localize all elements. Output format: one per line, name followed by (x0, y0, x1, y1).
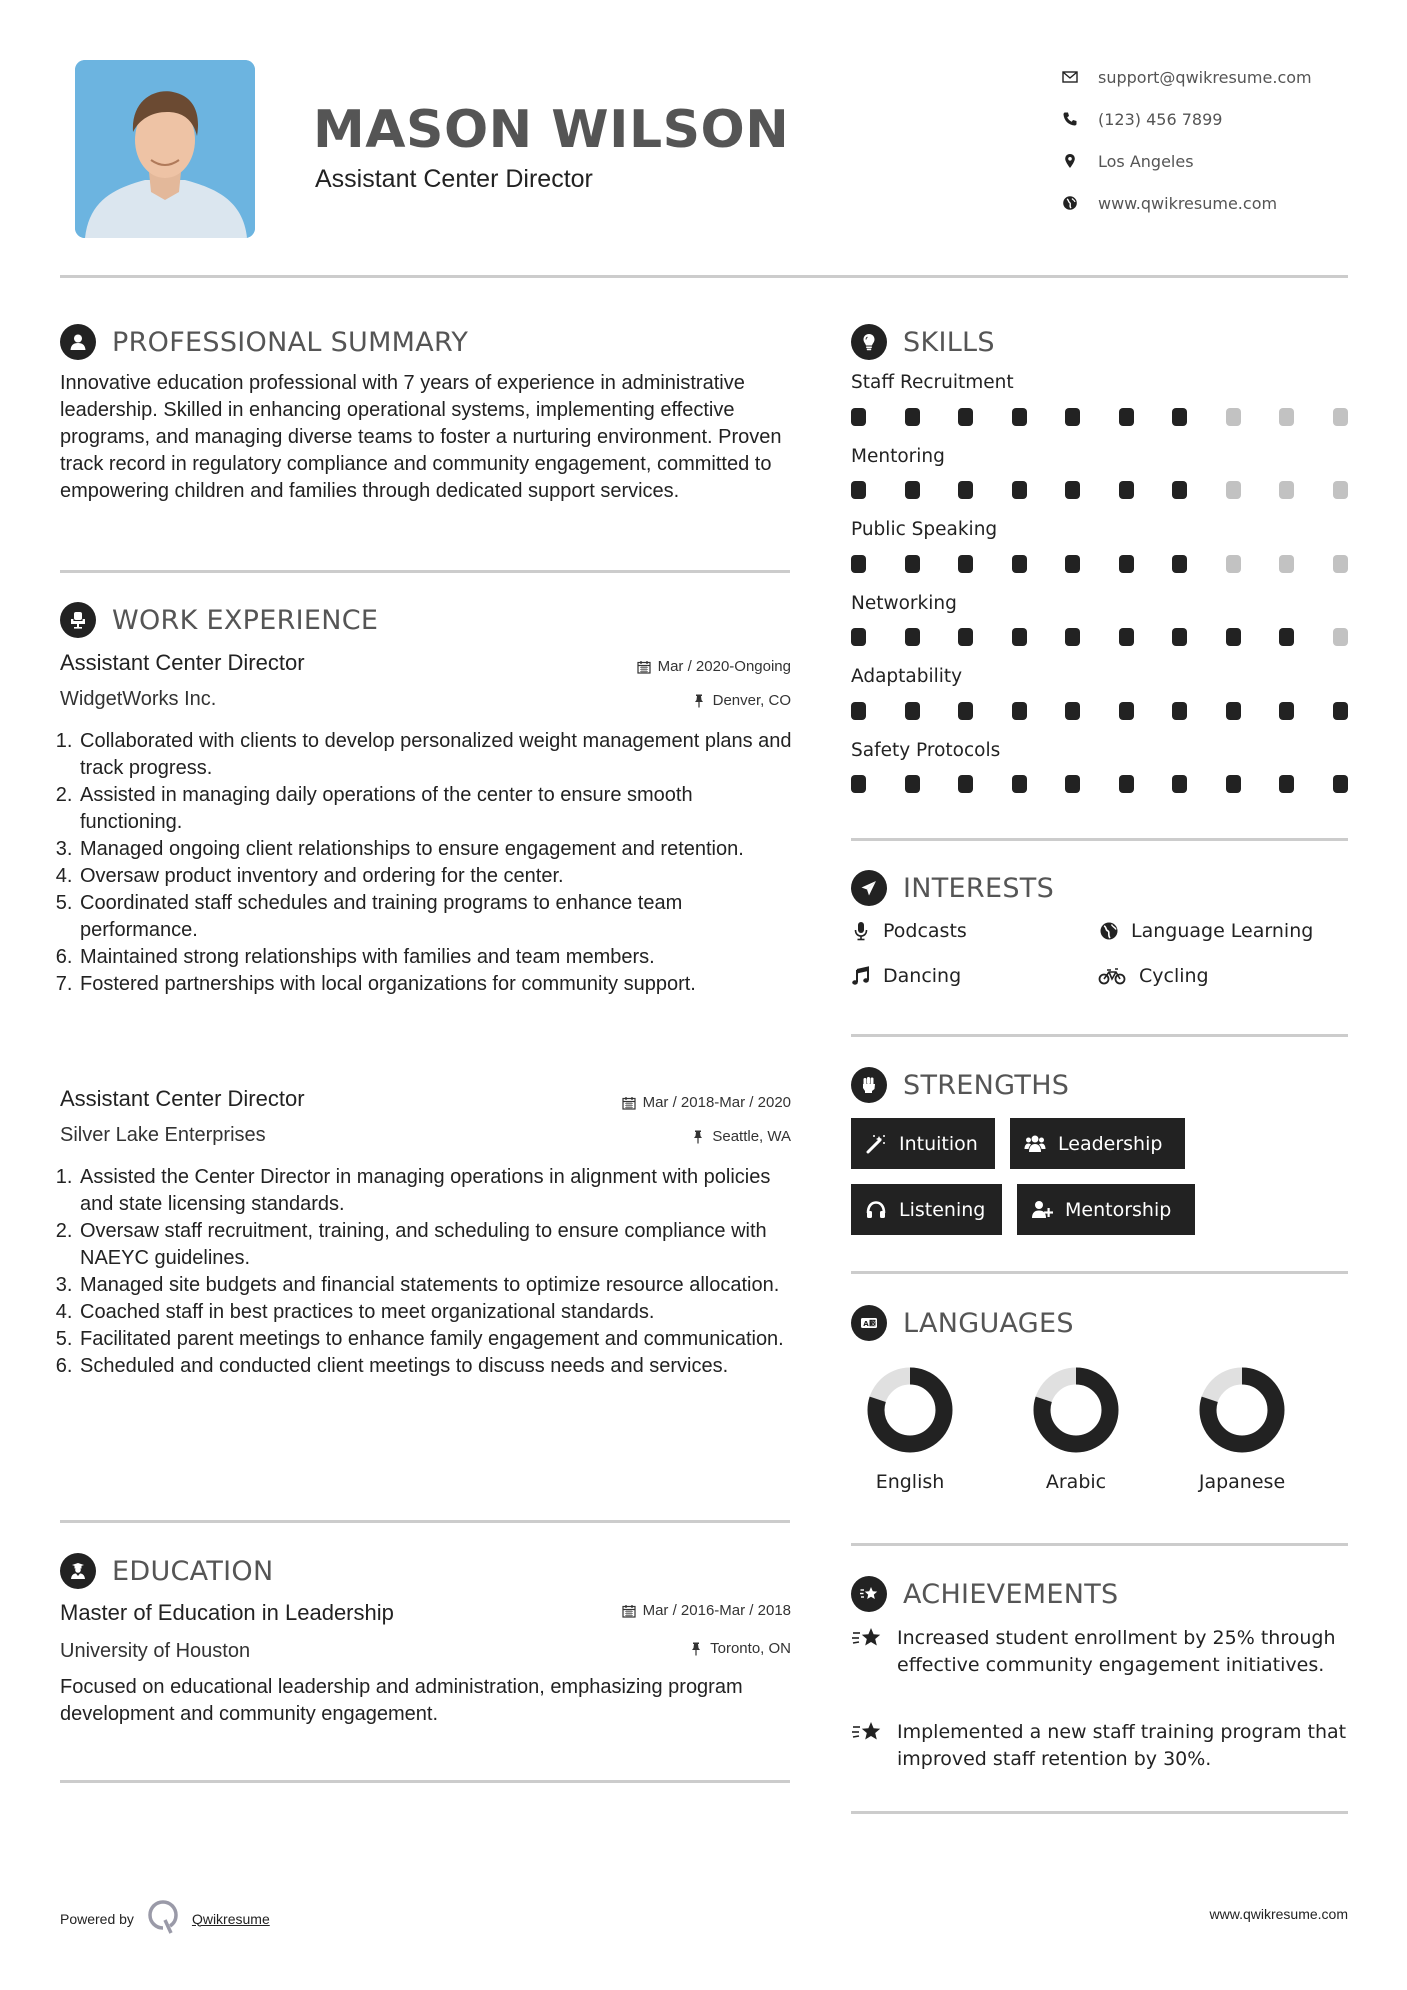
skill-dot-empty (1333, 408, 1348, 426)
powered-by-text: Powered by (60, 1910, 134, 1927)
skill-dot-filled (1226, 628, 1241, 646)
job-2-location-text: Seattle, WA (712, 1128, 791, 1145)
skill-dot-filled (1279, 702, 1294, 720)
strengths-divider (851, 1271, 1348, 1274)
interests-heading-text: INTERESTS (903, 872, 1055, 904)
achievements-divider (851, 1811, 1348, 1814)
shooting-star-icon (851, 1626, 883, 1652)
language-proficiency-donut (1033, 1367, 1119, 1453)
list-item: 5. Facilitated parent meetings to enhance family engagement and communication. (78, 1326, 800, 1353)
globe-icon (1062, 195, 1098, 211)
user-plus-icon (1031, 1199, 1053, 1221)
job-1-title: Assistant Center Director (60, 650, 305, 675)
user-icon (60, 324, 96, 360)
summary-heading-text: PROFESSIONAL SUMMARY (112, 326, 469, 358)
skills-heading-text: SKILLS (903, 326, 995, 358)
strength-tag-leadership (1010, 1118, 1185, 1169)
job-2-dates-text: Mar / 2018-Mar / 2020 (642, 1094, 791, 1111)
job-2-dates (622, 1094, 791, 1111)
list-item: 4. Coached staff in best practices to meet organizational standards. (78, 1299, 800, 1326)
calendar-icon (622, 1604, 636, 1618)
job-2-location (691, 1128, 791, 1145)
skill-dot-empty (1333, 628, 1348, 646)
contact-email-text: support@qwikresume.com (1098, 67, 1312, 87)
skill-dot-filled (1333, 775, 1348, 793)
footer-website[interactable]: www.qwikresume.com (1209, 1906, 1348, 1922)
job-1-company: WidgetWorks Inc. (60, 688, 217, 710)
education-degree: Master of Education in Leadership (60, 1600, 394, 1625)
list-item: 5. Coordinated staff schedules and training programs to enhance team performance. (78, 890, 800, 944)
strengths-heading-text: STRENGTHS (903, 1069, 1070, 1101)
list-item: 4. Oversaw product inventory and ordering for the center. (78, 863, 800, 890)
svg-text:A: A (863, 1320, 869, 1328)
strength-tag-listening (851, 1184, 1002, 1235)
education-description: Focused on educational leadership and administration, emphasizing program development and community engagement. (60, 1676, 743, 1725)
job-1-dates (637, 658, 791, 675)
skill-dot-filled (851, 775, 866, 793)
skill-dot-filled (958, 408, 973, 426)
skill-dot-filled (1065, 775, 1080, 793)
interest-label: Cycling (1139, 965, 1209, 987)
summary-heading (60, 324, 468, 360)
achievement-item (851, 1719, 1351, 1773)
summary-text: Innovative education professional with 7 years of experience in administrative leadership. Skilled in enhancing operational systems, implementing effective programs, and managing diverse teams to foster a nurturing environment. Proven track record in regulatory compliance and community engagement, committed to empowering children and families through dedicated support services. (60, 372, 782, 502)
achievement-text: Implemented a new staff training program that improved staff retention by 30%. (897, 1721, 1347, 1770)
language-icon (851, 1305, 887, 1341)
list-item: 6. Scheduled and conducted client meetings to discuss needs and services. (78, 1353, 800, 1380)
education-heading (60, 1553, 273, 1589)
paper-plane-icon (851, 870, 887, 906)
skill-dot-filled (905, 775, 920, 793)
list-item: 2. Assisted in managing daily operations of the center to ensure smooth functioning. (78, 782, 800, 836)
skill-dot-filled (1012, 555, 1027, 573)
skill-name: Safety Protocols (851, 740, 1001, 761)
skill-dot-empty (1333, 555, 1348, 573)
skill-dot-filled (958, 555, 973, 573)
skill-dot-filled (958, 775, 973, 793)
skill-name: Staff Recruitment (851, 372, 1014, 393)
strength-label: Listening (899, 1198, 986, 1221)
skill-dot-filled (1172, 408, 1187, 426)
interest-item (1097, 965, 1209, 987)
contact-website[interactable] (1062, 182, 1312, 224)
skill-dot-filled (1279, 628, 1294, 646)
interests-divider (851, 1034, 1348, 1037)
skill-dot-filled (851, 702, 866, 720)
skill-name: Adaptability (851, 666, 963, 687)
contact-list (1062, 56, 1312, 224)
headphones-icon (865, 1199, 887, 1221)
skill-dot-filled (1172, 628, 1187, 646)
profile-photo-illustration (75, 60, 255, 238)
skill-rating (851, 628, 1386, 646)
skill-dot-filled (851, 628, 866, 646)
education-location-text: Toronto, ON (710, 1640, 791, 1657)
skill-name: Networking (851, 593, 957, 614)
skill-dot-filled (851, 555, 866, 573)
skill-dot-filled (1065, 481, 1080, 499)
language-name: Arabic (1045, 1471, 1107, 1493)
svg-text:文: 文 (870, 1321, 876, 1328)
strength-tag-intuition (851, 1118, 995, 1169)
phone-icon (1062, 111, 1098, 127)
languages-heading-text: LANGUAGES (903, 1307, 1074, 1339)
contact-location (1062, 140, 1312, 182)
skill-dot-filled (1065, 702, 1080, 720)
skill-rating (851, 481, 1386, 499)
contact-location-text: Los Angeles (1098, 151, 1194, 171)
graduate-icon (60, 1553, 96, 1589)
interest-item (851, 965, 961, 987)
list-item: 1. Collaborated with clients to develop personalized weight management plans and track progress. (78, 728, 800, 782)
chair-icon (60, 602, 96, 638)
skill-dot-filled (1119, 408, 1134, 426)
shooting-star-icon (851, 1576, 887, 1612)
achievements-heading-text: ACHIEVEMENTS (903, 1578, 1119, 1610)
skill-dot-filled (958, 702, 973, 720)
skill-dot-filled (1119, 702, 1134, 720)
education-dates-text: Mar / 2016-Mar / 2018 (642, 1602, 791, 1619)
skill-dot-filled (1012, 481, 1027, 499)
interests-heading (851, 870, 1054, 906)
skill-dot-filled (958, 481, 973, 499)
achievement-item (851, 1625, 1351, 1679)
skill-dot-filled (905, 481, 920, 499)
skill-dot-filled (1172, 702, 1187, 720)
shooting-star-icon (851, 1720, 883, 1746)
lightbulb-icon (851, 324, 887, 360)
skill-dot-filled (1226, 775, 1241, 793)
interest-item (1099, 920, 1313, 942)
skill-rating (851, 555, 1386, 573)
interest-label: Podcasts (883, 920, 967, 942)
skill-dot-filled (1172, 555, 1187, 573)
profile-photo (75, 60, 255, 238)
pushpin-icon (691, 1130, 705, 1144)
skill-dot-filled (1119, 481, 1134, 499)
pushpin-icon (692, 694, 706, 708)
job-2-company: Silver Lake Enterprises (60, 1124, 266, 1146)
job-2-title: Assistant Center Director (60, 1086, 305, 1111)
skill-dot-filled (1119, 555, 1134, 573)
skill-dot-empty (1279, 408, 1294, 426)
interest-label: Dancing (883, 965, 962, 987)
language-item (855, 1367, 965, 1493)
skill-dot-filled (851, 408, 866, 426)
experience-heading-text: WORK EXPERIENCE (112, 604, 379, 636)
job-1-dates-text: Mar / 2020-Ongoing (657, 658, 791, 675)
skills-heading (851, 324, 995, 360)
bicycle-icon (1097, 966, 1127, 986)
list-item: 3. Managed ongoing client relationships to ensure engagement and retention. (78, 836, 800, 863)
calendar-icon (622, 1096, 636, 1110)
skill-dot-filled (1065, 628, 1080, 646)
list-item: 3. Managed site budgets and financial statements to optimize resource allocation. (78, 1272, 800, 1299)
skill-dot-filled (1279, 775, 1294, 793)
job-1-responsibilities (60, 728, 800, 998)
strengths-heading (851, 1067, 1069, 1103)
fist-icon (851, 1067, 887, 1103)
candidate-name: MASON WILSON (313, 100, 790, 160)
skill-name: Mentoring (851, 446, 945, 467)
skill-dot-filled (1065, 555, 1080, 573)
language-name: Japanese (1198, 1471, 1286, 1493)
summary-divider (60, 570, 790, 573)
calendar-icon (637, 660, 651, 674)
contact-phone-text: (123) 456 7899 (1098, 109, 1223, 129)
list-item: 7. Fostered partnerships with local organizations for community support. (78, 971, 800, 998)
strength-tag-mentorship (1017, 1184, 1195, 1235)
skill-dot-filled (905, 408, 920, 426)
achievements-heading (851, 1576, 1119, 1612)
skill-dot-filled (1333, 702, 1348, 720)
users-icon (1024, 1133, 1046, 1155)
experience-divider (60, 1520, 790, 1523)
skill-name: Public Speaking (851, 519, 998, 540)
skill-dot-filled (1012, 628, 1027, 646)
interest-item (851, 920, 967, 942)
education-heading-text: EDUCATION (112, 1555, 274, 1587)
envelope-icon (1062, 69, 1098, 85)
globe-icon (1099, 921, 1119, 941)
qwikresume-logo-icon (148, 1900, 178, 1937)
skill-rating (851, 702, 1386, 720)
list-item: 2. Oversaw staff recruitment, training, and scheduling to ensure compliance with NAEYC guidelines. (78, 1218, 800, 1272)
skill-dot-filled (1012, 702, 1027, 720)
skill-dot-filled (905, 702, 920, 720)
language-item (1187, 1367, 1297, 1493)
skill-dot-empty (1333, 481, 1348, 499)
music-icon (851, 966, 871, 986)
qwikresume-link[interactable]: Qwikresume (191, 1910, 270, 1927)
interest-label: Language Learning (1131, 920, 1314, 942)
contact-phone[interactable] (1062, 98, 1312, 140)
skill-dot-filled (1226, 702, 1241, 720)
skill-dot-filled (1119, 775, 1134, 793)
skill-dot-filled (1012, 408, 1027, 426)
magic-wand-icon (865, 1133, 887, 1155)
skill-dot-filled (1012, 775, 1027, 793)
skill-dot-empty (1279, 555, 1294, 573)
microphone-icon (851, 921, 871, 941)
languages-heading (851, 1305, 1074, 1341)
list-item: 1. Assisted the Center Director in managing operations in alignment with policies and state licensing standards. (78, 1164, 800, 1218)
language-proficiency-donut (867, 1367, 953, 1453)
skill-dot-filled (905, 555, 920, 573)
skill-dot-filled (1172, 481, 1187, 499)
skill-dot-filled (905, 628, 920, 646)
languages-divider (851, 1543, 1348, 1546)
strength-label: Intuition (899, 1132, 978, 1155)
skill-dot-filled (1119, 628, 1134, 646)
skill-dot-empty (1226, 408, 1241, 426)
header-divider (60, 275, 1348, 278)
strength-label: Leadership (1058, 1132, 1163, 1155)
language-name: English (875, 1471, 945, 1493)
candidate-title: Assistant Center Director (315, 165, 593, 193)
education-divider (60, 1780, 790, 1783)
skill-dot-empty (1279, 481, 1294, 499)
language-item (1021, 1367, 1131, 1493)
skill-dot-filled (851, 481, 866, 499)
skill-dot-empty (1226, 481, 1241, 499)
job-2-responsibilities (60, 1164, 800, 1380)
education-school: University of Houston (60, 1640, 251, 1662)
map-marker-icon (1062, 153, 1098, 169)
experience-heading (60, 602, 378, 638)
job-1-location (692, 692, 791, 709)
job-1-location-text: Denver, CO (712, 692, 791, 709)
list-item: 6. Maintained strong relationships with families and team members. (78, 944, 800, 971)
footer-powered-by (60, 1900, 270, 1937)
language-proficiency-donut (1199, 1367, 1285, 1453)
skill-dot-filled (1172, 775, 1187, 793)
education-location (689, 1640, 791, 1657)
strength-label: Mentorship (1065, 1198, 1172, 1221)
contact-website-text: www.qwikresume.com (1098, 193, 1278, 213)
skills-divider (851, 838, 1348, 841)
skill-rating (851, 775, 1386, 793)
pushpin-icon (689, 1642, 703, 1656)
achievement-text: Increased student enrollment by 25% through effective community engagement initiatives. (897, 1627, 1336, 1676)
education-dates (622, 1602, 791, 1619)
contact-email[interactable] (1062, 56, 1312, 98)
skill-rating (851, 408, 1386, 426)
skill-dot-filled (958, 628, 973, 646)
skill-dot-filled (1065, 408, 1080, 426)
skill-dot-empty (1226, 555, 1241, 573)
